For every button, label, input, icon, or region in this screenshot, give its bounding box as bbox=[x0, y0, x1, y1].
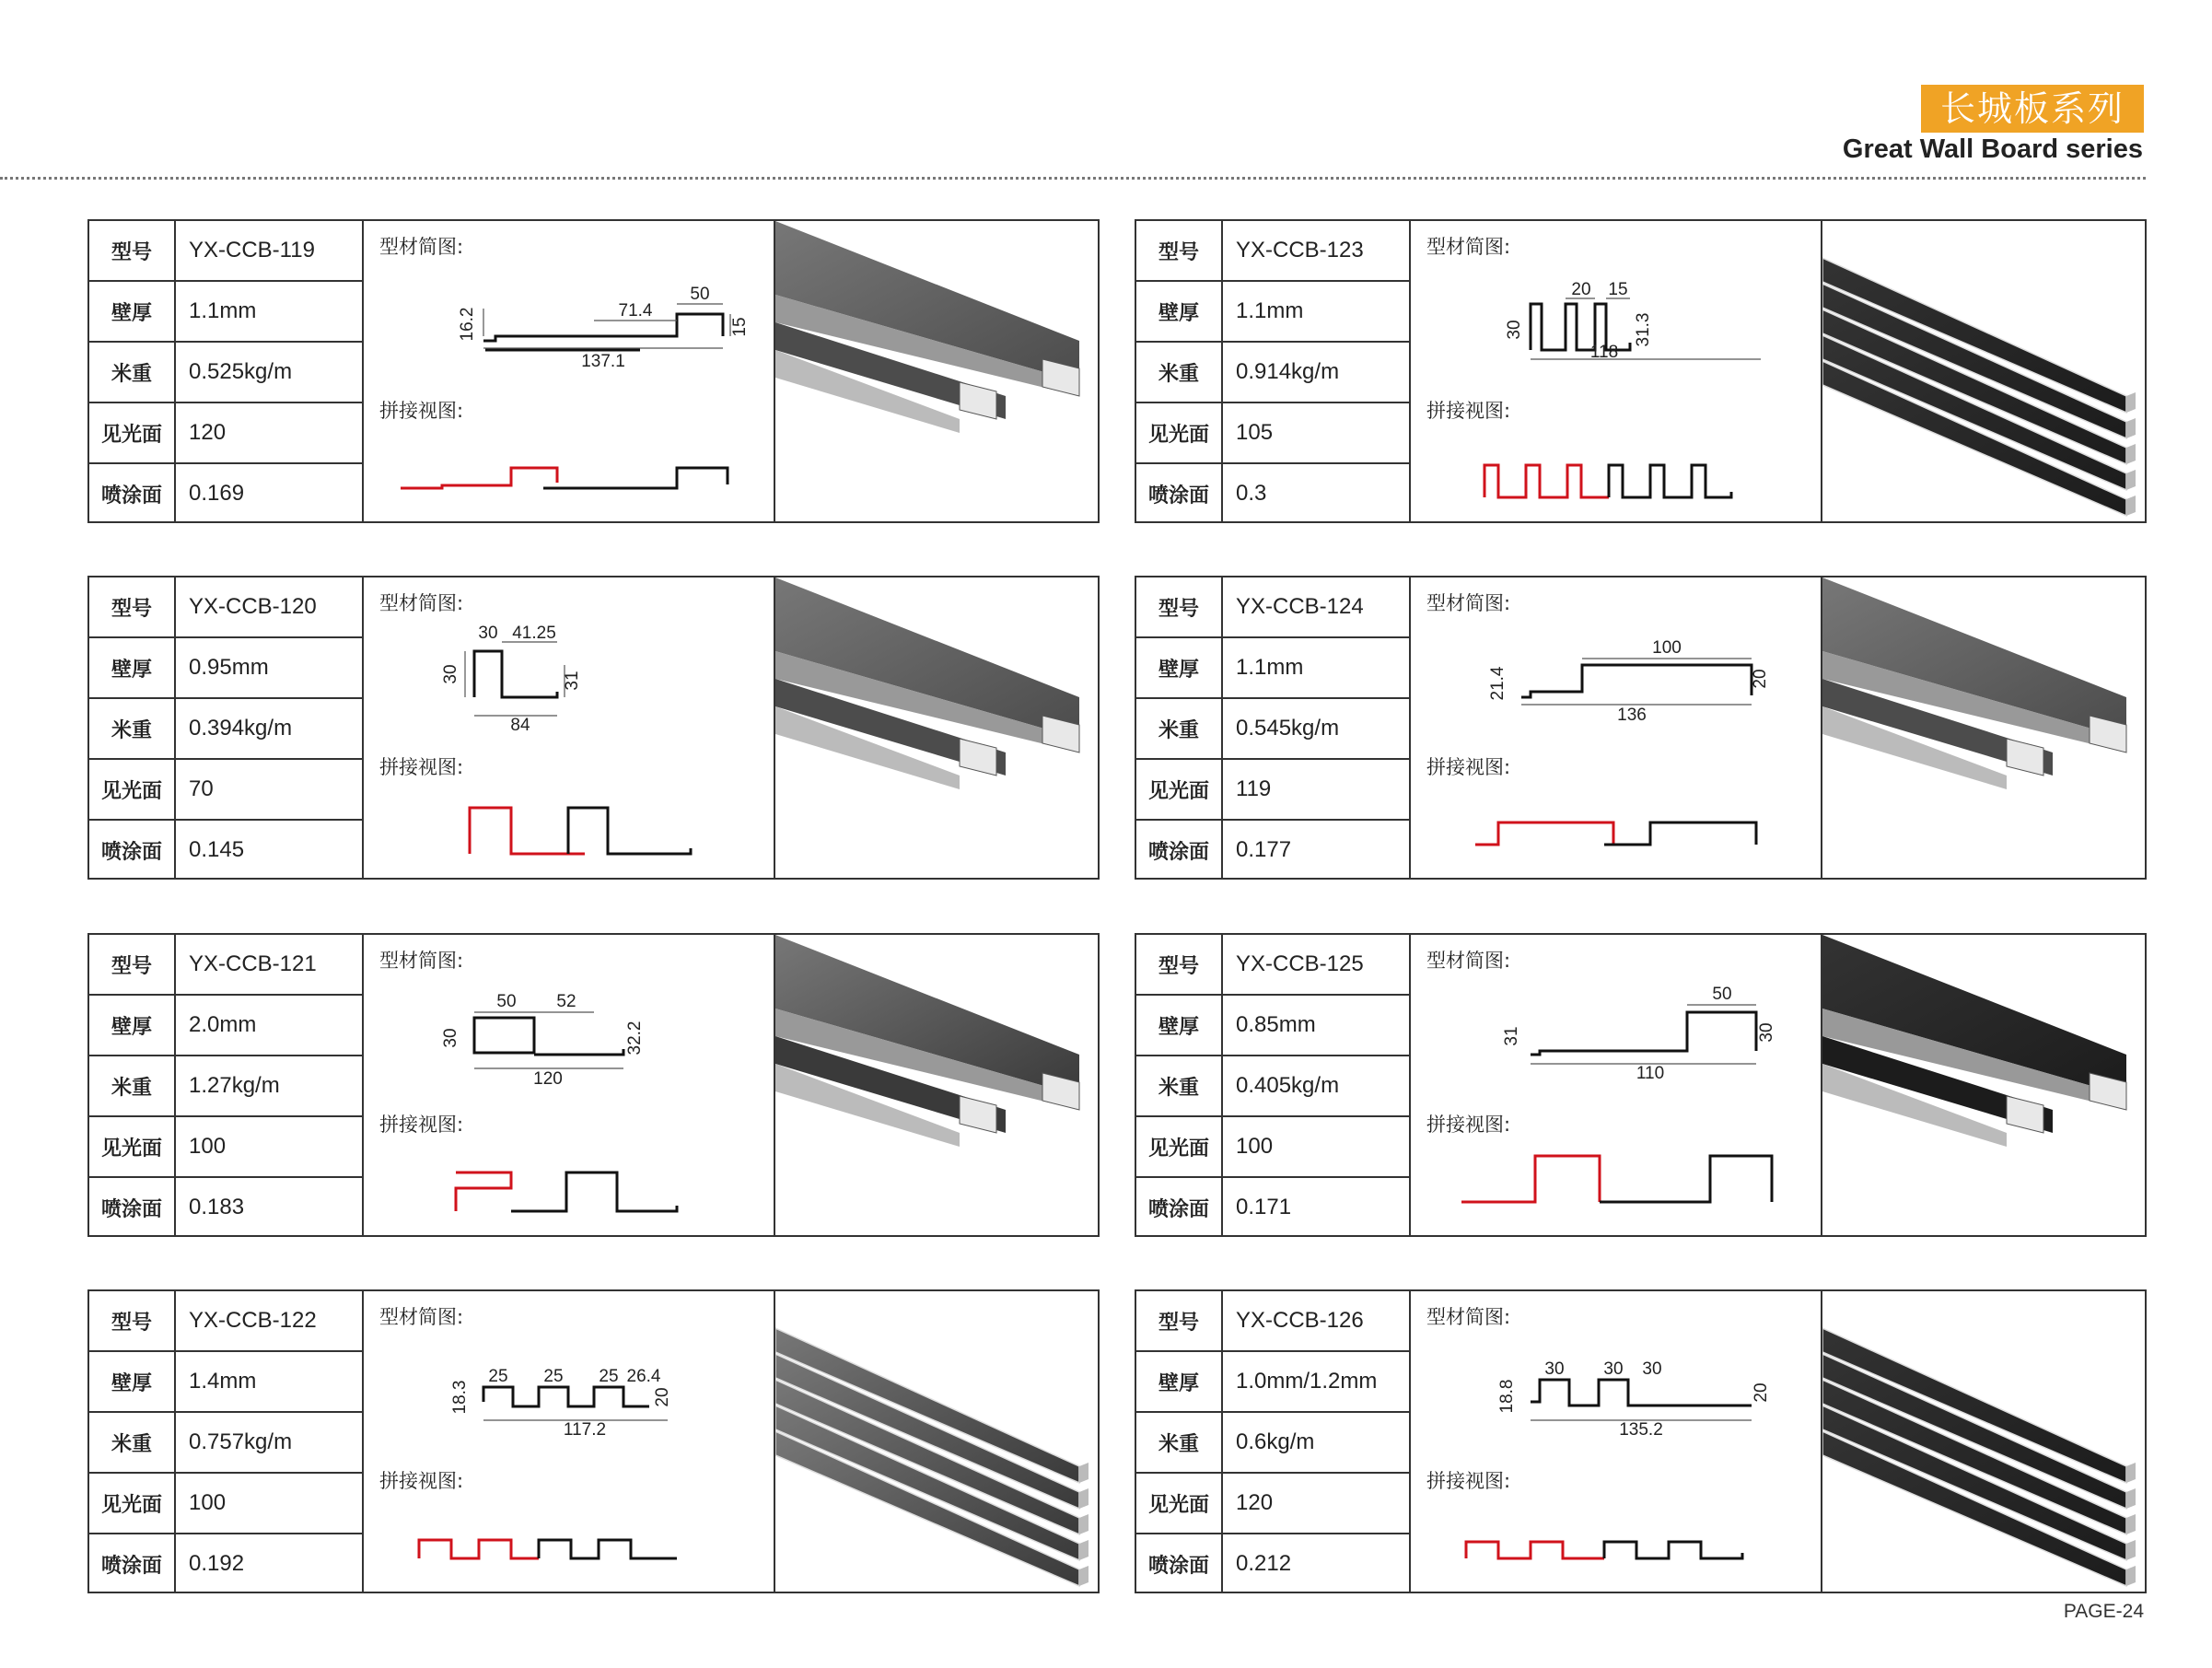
spec-table bbox=[1136, 221, 1411, 523]
spec-key-weight: 米重 bbox=[89, 1056, 175, 1116]
spec-key-visible: 见光面 bbox=[89, 1116, 175, 1177]
dimension-label: 31 bbox=[1502, 1026, 1521, 1046]
dimension-label: 15 bbox=[1608, 280, 1628, 299]
spec-key-visible: 见光面 bbox=[1136, 402, 1222, 463]
spec-value-visible: 100 bbox=[1222, 1116, 1410, 1177]
spec-key-weight: 米重 bbox=[89, 1412, 175, 1473]
spec-key-thickness: 壁厚 bbox=[1136, 281, 1222, 342]
spec-row-coating bbox=[89, 463, 363, 523]
dimension-label: 15 bbox=[730, 317, 750, 337]
spec-row-weight bbox=[1136, 342, 1410, 402]
spec-value-thickness: 1.1mm bbox=[1222, 637, 1410, 698]
splice-view-label: 拼接视图: bbox=[1426, 400, 1511, 422]
spec-key-model: 型号 bbox=[89, 577, 175, 637]
dimension-label: 84 bbox=[510, 716, 530, 735]
spec-value-coating: 0.183 bbox=[175, 1177, 363, 1237]
dimension-label: 31.3 bbox=[1634, 312, 1653, 347]
spec-row-visible bbox=[89, 1473, 363, 1534]
dimension-label: 136 bbox=[1617, 706, 1647, 725]
spec-value-model: YX-CCB-125 bbox=[1222, 935, 1410, 995]
series-title-badge: 长城板系列 bbox=[1921, 85, 2144, 133]
profile-diagram bbox=[364, 577, 774, 878]
splice-view-label: 拼接视图: bbox=[379, 1114, 464, 1136]
profile-diagram-label: 型材简图: bbox=[379, 950, 464, 972]
spec-value-model: YX-CCB-121 bbox=[175, 935, 363, 995]
spec-key-model: 型号 bbox=[1136, 1291, 1222, 1351]
spec-value-model: YX-CCB-119 bbox=[175, 221, 363, 281]
spec-value-weight: 0.405kg/m bbox=[1222, 1056, 1410, 1116]
spec-row-coating bbox=[1136, 1534, 1410, 1593]
spec-row-weight bbox=[89, 1412, 363, 1473]
spec-row-visible bbox=[1136, 759, 1410, 820]
dimension-label: 50 bbox=[690, 285, 710, 304]
spec-key-coating: 喷涂面 bbox=[1136, 463, 1222, 523]
spec-key-coating: 喷涂面 bbox=[89, 1177, 175, 1237]
dimension-label: 118 bbox=[1589, 343, 1619, 362]
spec-value-weight: 0.914kg/m bbox=[1222, 342, 1410, 402]
product-photo bbox=[775, 221, 1098, 521]
diagram-panel bbox=[1411, 1291, 1822, 1592]
spec-value-model: YX-CCB-123 bbox=[1222, 221, 1410, 281]
spec-row-thickness bbox=[1136, 995, 1410, 1056]
product-photo bbox=[775, 935, 1098, 1235]
profile-diagram-label: 型材简图: bbox=[379, 1306, 464, 1328]
spec-row-visible bbox=[1136, 1116, 1410, 1177]
spec-table bbox=[1136, 935, 1411, 1237]
dimension-label: 32.2 bbox=[625, 1021, 645, 1056]
product-card bbox=[87, 933, 1100, 1237]
dimension-label: 110 bbox=[1636, 1064, 1665, 1083]
spec-key-weight: 米重 bbox=[1136, 698, 1222, 759]
spec-value-visible: 100 bbox=[175, 1473, 363, 1534]
spec-value-coating: 0.3 bbox=[1222, 463, 1410, 523]
dimension-label: 16.2 bbox=[458, 307, 477, 342]
spec-key-weight: 米重 bbox=[89, 342, 175, 402]
spec-value-weight: 0.757kg/m bbox=[175, 1412, 363, 1473]
spec-key-model: 型号 bbox=[1136, 221, 1222, 281]
spec-row-coating bbox=[1136, 1177, 1410, 1237]
dimension-label: 71.4 bbox=[618, 301, 653, 321]
spec-value-coating: 0.171 bbox=[1222, 1177, 1410, 1237]
splice-view-label: 拼接视图: bbox=[379, 756, 464, 778]
spec-value-visible: 105 bbox=[1222, 402, 1410, 463]
spec-value-model: YX-CCB-124 bbox=[1222, 577, 1410, 637]
spec-row-weight bbox=[1136, 1412, 1410, 1473]
spec-row-weight bbox=[1136, 698, 1410, 759]
dimension-label: 30 bbox=[1544, 1359, 1565, 1379]
profile-diagram-label: 型材简图: bbox=[1426, 1306, 1511, 1328]
spec-row-thickness bbox=[1136, 637, 1410, 698]
dimension-label: 20 bbox=[653, 1387, 672, 1407]
splice-view-label: 拼接视图: bbox=[1426, 1114, 1511, 1136]
spec-value-thickness: 1.1mm bbox=[175, 281, 363, 342]
spec-key-thickness: 壁厚 bbox=[89, 995, 175, 1056]
spec-key-weight: 米重 bbox=[89, 698, 175, 759]
profile-diagram bbox=[1411, 1291, 1821, 1592]
spec-row-visible bbox=[89, 759, 363, 820]
spec-value-weight: 0.525kg/m bbox=[175, 342, 363, 402]
product-card bbox=[87, 219, 1100, 523]
diagram-panel bbox=[364, 1291, 775, 1592]
spec-value-coating: 0.169 bbox=[175, 463, 363, 523]
diagram-panel bbox=[1411, 935, 1822, 1235]
product-photo bbox=[1822, 577, 2145, 878]
spec-row-weight bbox=[89, 1056, 363, 1116]
spec-row-coating bbox=[1136, 463, 1410, 523]
spec-key-visible: 见光面 bbox=[1136, 1116, 1222, 1177]
product-card bbox=[1135, 1289, 2147, 1593]
spec-value-visible: 120 bbox=[175, 402, 363, 463]
dimension-label: 30 bbox=[478, 624, 498, 643]
spec-row-thickness bbox=[1136, 1351, 1410, 1412]
dimension-label: 137.1 bbox=[581, 352, 625, 371]
spec-value-thickness: 1.0mm/1.2mm bbox=[1222, 1351, 1410, 1412]
spec-key-thickness: 壁厚 bbox=[1136, 1351, 1222, 1412]
spec-key-model: 型号 bbox=[89, 935, 175, 995]
product-photo bbox=[1822, 1291, 2145, 1592]
spec-row-model bbox=[1136, 935, 1410, 995]
profile-diagram-label: 型材简图: bbox=[1426, 950, 1511, 972]
spec-row-visible bbox=[1136, 402, 1410, 463]
spec-key-coating: 喷涂面 bbox=[89, 820, 175, 880]
spec-value-weight: 1.27kg/m bbox=[175, 1056, 363, 1116]
spec-key-visible: 见光面 bbox=[1136, 1473, 1222, 1534]
spec-row-coating bbox=[89, 1177, 363, 1237]
spec-table bbox=[89, 935, 364, 1237]
profile-diagram bbox=[364, 935, 774, 1235]
spec-row-coating bbox=[89, 820, 363, 880]
dimension-label: 41.25 bbox=[512, 624, 556, 643]
spec-row-model bbox=[89, 577, 363, 637]
spec-row-model bbox=[1136, 577, 1410, 637]
spec-value-thickness: 0.95mm bbox=[175, 637, 363, 698]
spec-value-visible: 70 bbox=[175, 759, 363, 820]
spec-row-model bbox=[89, 1291, 363, 1351]
profile-diagram bbox=[364, 1291, 774, 1592]
profile-diagram bbox=[1411, 221, 1821, 521]
spec-row-model bbox=[1136, 1291, 1410, 1351]
spec-value-visible: 119 bbox=[1222, 759, 1410, 820]
dimension-label: 30 bbox=[1642, 1359, 1662, 1379]
dimension-label: 31 bbox=[563, 671, 582, 691]
splice-view-label: 拼接视图: bbox=[379, 400, 464, 422]
spec-key-model: 型号 bbox=[1136, 935, 1222, 995]
spec-table bbox=[89, 577, 364, 880]
spec-row-weight bbox=[89, 698, 363, 759]
dimension-label: 50 bbox=[496, 992, 517, 1011]
profile-diagram-label: 型材简图: bbox=[379, 592, 464, 614]
dimension-label: 20 bbox=[1751, 669, 1770, 689]
spec-value-model: YX-CCB-120 bbox=[175, 577, 363, 637]
spec-key-weight: 米重 bbox=[1136, 1056, 1222, 1116]
spec-key-weight: 米重 bbox=[1136, 1412, 1222, 1473]
dimension-label: 25 bbox=[599, 1367, 619, 1386]
spec-row-visible bbox=[1136, 1473, 1410, 1534]
dimension-label: 21.4 bbox=[1488, 666, 1508, 701]
spec-value-coating: 0.177 bbox=[1222, 820, 1410, 880]
profile-diagram bbox=[1411, 935, 1821, 1235]
spec-value-coating: 0.145 bbox=[175, 820, 363, 880]
spec-value-weight: 0.6kg/m bbox=[1222, 1412, 1410, 1473]
product-photo bbox=[775, 1291, 1098, 1592]
spec-key-weight: 米重 bbox=[1136, 342, 1222, 402]
diagram-panel bbox=[364, 221, 775, 521]
dimension-label: 18.3 bbox=[450, 1380, 470, 1415]
product-card bbox=[1135, 219, 2147, 523]
dimension-label: 20 bbox=[1752, 1382, 1771, 1403]
profile-diagram-label: 型材简图: bbox=[1426, 592, 1511, 614]
spec-value-coating: 0.192 bbox=[175, 1534, 363, 1593]
spec-row-thickness bbox=[89, 995, 363, 1056]
spec-key-model: 型号 bbox=[1136, 577, 1222, 637]
splice-view-label: 拼接视图: bbox=[379, 1470, 464, 1492]
spec-key-thickness: 壁厚 bbox=[89, 637, 175, 698]
diagram-panel bbox=[364, 577, 775, 878]
profile-diagram-label: 型材简图: bbox=[1426, 236, 1511, 258]
spec-key-coating: 喷涂面 bbox=[1136, 820, 1222, 880]
splice-view-label: 拼接视图: bbox=[1426, 1470, 1511, 1492]
spec-row-thickness bbox=[89, 637, 363, 698]
spec-value-thickness: 1.4mm bbox=[175, 1351, 363, 1412]
product-card bbox=[1135, 576, 2147, 880]
spec-row-model bbox=[89, 935, 363, 995]
spec-key-visible: 见光面 bbox=[1136, 759, 1222, 820]
spec-value-coating: 0.212 bbox=[1222, 1534, 1410, 1593]
spec-row-coating bbox=[89, 1534, 363, 1593]
spec-value-thickness: 2.0mm bbox=[175, 995, 363, 1056]
dimension-label: 30 bbox=[441, 664, 460, 684]
profile-diagram bbox=[364, 221, 774, 521]
dimension-label: 30 bbox=[1757, 1022, 1776, 1043]
spec-value-thickness: 0.85mm bbox=[1222, 995, 1410, 1056]
profile-diagram bbox=[1411, 577, 1821, 878]
spec-key-coating: 喷涂面 bbox=[89, 1534, 175, 1593]
spec-row-weight bbox=[89, 342, 363, 402]
dimension-label: 25 bbox=[488, 1367, 508, 1386]
product-card bbox=[87, 1289, 1100, 1593]
spec-row-thickness bbox=[89, 281, 363, 342]
dimension-label: 30 bbox=[1603, 1359, 1624, 1379]
product-photo bbox=[1822, 935, 2145, 1235]
dimension-label: 20 bbox=[1571, 280, 1591, 299]
splice-view-label: 拼接视图: bbox=[1426, 756, 1511, 778]
spec-row-thickness bbox=[1136, 281, 1410, 342]
spec-table bbox=[89, 1291, 364, 1593]
dimension-label: 18.8 bbox=[1497, 1379, 1517, 1414]
dimension-label: 135.2 bbox=[1619, 1420, 1663, 1440]
spec-key-visible: 见光面 bbox=[89, 759, 175, 820]
product-card bbox=[1135, 933, 2147, 1237]
spec-row-visible bbox=[89, 402, 363, 463]
spec-value-model: YX-CCB-126 bbox=[1222, 1291, 1410, 1351]
diagram-panel bbox=[1411, 221, 1822, 521]
page-number: PAGE-24 bbox=[2063, 1601, 2144, 1622]
dimension-label: 30 bbox=[441, 1028, 460, 1048]
spec-key-visible: 见光面 bbox=[89, 402, 175, 463]
dimension-label: 26.4 bbox=[626, 1367, 661, 1386]
spec-key-thickness: 壁厚 bbox=[1136, 995, 1222, 1056]
spec-row-model bbox=[1136, 221, 1410, 281]
product-card bbox=[87, 576, 1100, 880]
profile-diagram-label: 型材简图: bbox=[379, 236, 464, 258]
spec-table bbox=[1136, 1291, 1411, 1593]
spec-key-model: 型号 bbox=[89, 1291, 175, 1351]
spec-key-thickness: 壁厚 bbox=[1136, 637, 1222, 698]
dotted-divider bbox=[0, 177, 2146, 180]
spec-value-model: YX-CCB-122 bbox=[175, 1291, 363, 1351]
product-photo bbox=[775, 577, 1098, 878]
spec-value-weight: 0.545kg/m bbox=[1222, 698, 1410, 759]
spec-value-visible: 100 bbox=[175, 1116, 363, 1177]
dimension-label: 30 bbox=[1505, 320, 1524, 340]
dimension-label: 50 bbox=[1712, 985, 1732, 1004]
series-subtitle: Great Wall Board series bbox=[1842, 134, 2143, 164]
spec-key-model: 型号 bbox=[89, 221, 175, 281]
spec-row-weight bbox=[1136, 1056, 1410, 1116]
dimension-label: 25 bbox=[543, 1367, 564, 1386]
spec-row-thickness bbox=[89, 1351, 363, 1412]
spec-value-weight: 0.394kg/m bbox=[175, 698, 363, 759]
spec-table bbox=[1136, 577, 1411, 880]
diagram-panel bbox=[1411, 577, 1822, 878]
spec-key-thickness: 壁厚 bbox=[89, 1351, 175, 1412]
spec-row-model bbox=[89, 221, 363, 281]
product-photo bbox=[1822, 221, 2145, 521]
spec-value-thickness: 1.1mm bbox=[1222, 281, 1410, 342]
spec-key-coating: 喷涂面 bbox=[89, 463, 175, 523]
spec-key-coating: 喷涂面 bbox=[1136, 1177, 1222, 1237]
dimension-label: 100 bbox=[1652, 638, 1682, 658]
spec-key-visible: 见光面 bbox=[89, 1473, 175, 1534]
spec-key-thickness: 壁厚 bbox=[89, 281, 175, 342]
dimension-label: 117.2 bbox=[563, 1420, 607, 1440]
diagram-panel bbox=[364, 935, 775, 1235]
spec-row-coating bbox=[1136, 820, 1410, 880]
dimension-label: 120 bbox=[533, 1069, 563, 1089]
spec-table bbox=[89, 221, 364, 523]
dimension-label: 52 bbox=[556, 992, 576, 1011]
spec-row-visible bbox=[89, 1116, 363, 1177]
spec-value-visible: 120 bbox=[1222, 1473, 1410, 1534]
spec-key-coating: 喷涂面 bbox=[1136, 1534, 1222, 1593]
